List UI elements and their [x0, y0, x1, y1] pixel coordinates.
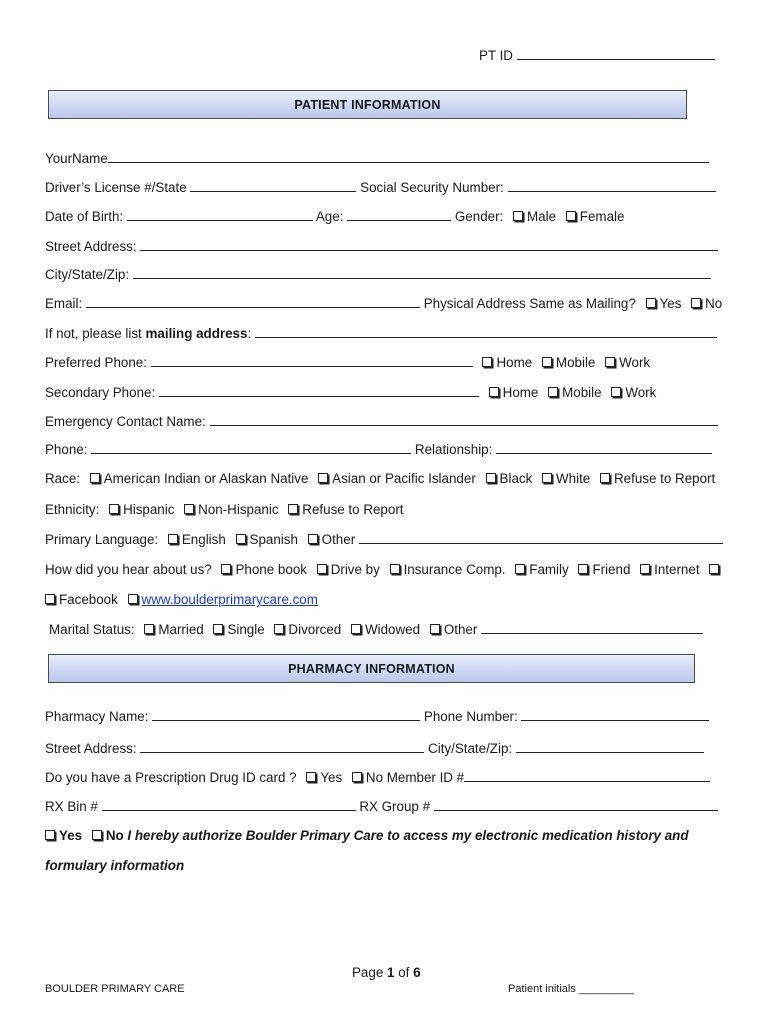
hear-option-checkbox[interactable]	[578, 564, 588, 574]
email-row	[45, 296, 722, 311]
street-label: Street Address:	[45, 239, 137, 254]
phone-label: Phone:	[45, 442, 88, 457]
drivers-license-label: Driver’s License #/State	[45, 180, 187, 195]
page-number	[352, 965, 421, 980]
language-option-checkbox[interactable]	[236, 534, 246, 544]
rx-bin-label: RX Bin #	[45, 799, 98, 814]
marital-option-checkbox[interactable]	[213, 624, 223, 634]
marital-option-label: Other	[443, 622, 478, 637]
secondary-work-checkbox[interactable]	[611, 387, 621, 397]
rx-group-field[interactable]	[434, 799, 718, 811]
gender-female-label: Female	[579, 209, 625, 224]
pharmacy-phone-label: Phone Number:	[423, 709, 518, 724]
pharmacy-street-field[interactable]	[140, 741, 424, 753]
race-option-label: American Indian or Alaskan Native	[103, 471, 309, 486]
physical-same-no-label: No	[705, 296, 723, 311]
hear-option-checkbox[interactable]	[390, 564, 400, 574]
ethnicity-option-checkbox[interactable]	[184, 504, 194, 514]
rx-group-label: RX Group #	[359, 799, 431, 814]
hear-option-checkbox[interactable]	[317, 564, 327, 574]
preferred-phone-row	[45, 355, 650, 370]
secondary-work-label: Work	[625, 385, 657, 400]
license-ssn-row	[45, 180, 716, 195]
physical-same-no-checkbox[interactable]	[691, 298, 701, 308]
member-id-field[interactable]	[464, 770, 710, 782]
email-label: Email:	[45, 296, 83, 311]
phone-relationship-row	[45, 442, 712, 457]
secondary-phone-row	[45, 385, 656, 400]
pharmacy-phone-field[interactable]	[521, 709, 709, 721]
gender-label: Gender:	[454, 209, 504, 224]
marital-option-label: Widowed	[365, 622, 421, 637]
mailing-field[interactable]	[255, 326, 717, 338]
ethnicity-option-label: Refuse to Report	[302, 502, 404, 517]
physical-same-yes-checkbox[interactable]	[646, 298, 656, 308]
physical-same-label: Physical Address Same as Mailing?	[423, 296, 636, 311]
marital-option-checkbox[interactable]	[430, 624, 440, 634]
website-link[interactable]: www.boulderprimarycare.com	[141, 592, 318, 607]
marital-option-checkbox[interactable]	[351, 624, 361, 634]
dob-label: Date of Birth:	[45, 209, 124, 224]
hear-option-label: Drive by	[330, 562, 380, 577]
marital-other-field[interactable]	[481, 622, 703, 634]
hear-option-label: Internet	[654, 562, 700, 577]
emergency-label: Emergency Contact Name:	[45, 414, 206, 429]
language-option-checkbox[interactable]	[168, 534, 178, 544]
pharmacy-address-row	[45, 741, 704, 756]
marital-option-label: Divorced	[288, 622, 342, 637]
authorization-text-2: formulary information	[45, 858, 185, 873]
language-option-label: Other	[321, 532, 356, 547]
preferred-home-checkbox[interactable]	[482, 357, 492, 367]
your-name-row	[45, 151, 709, 166]
hear-option-label: Friend	[592, 562, 631, 577]
page-total: 6	[413, 965, 421, 980]
drivers-license-field[interactable]	[190, 180, 356, 192]
marital-option-checkbox[interactable]	[144, 624, 154, 634]
race-option-label: Asian or Pacific Islander	[332, 471, 476, 486]
race-option-label: Black	[499, 471, 533, 486]
language-row	[45, 532, 723, 547]
rx-bin-row	[45, 799, 718, 814]
pharmacy-information-header	[48, 654, 695, 683]
pharmacy-name-label: Pharmacy Name:	[45, 709, 149, 724]
marital-option-label: Married	[158, 622, 204, 637]
preferred-work-checkbox[interactable]	[605, 357, 615, 367]
race-option-checkbox[interactable]	[318, 473, 328, 483]
ssn-field[interactable]	[508, 180, 716, 192]
age-label: Age:	[315, 209, 344, 224]
hear-option-checkbox[interactable]	[221, 564, 231, 574]
your-name-label: YourName	[45, 151, 108, 166]
pharmacy-city-field[interactable]	[516, 741, 704, 753]
race-option-label: Refuse to Report	[613, 471, 716, 486]
gender-female-checkbox[interactable]	[566, 211, 576, 221]
preferred-mobile-checkbox[interactable]	[542, 357, 552, 367]
secondary-home-checkbox[interactable]	[489, 387, 499, 397]
facebook-checkbox[interactable]	[45, 594, 55, 604]
street-field[interactable]	[140, 239, 718, 251]
rx-card-no-checkbox[interactable]	[352, 772, 362, 782]
mailing-prefix: If not, please list	[45, 326, 142, 341]
secondary-mobile-label: Mobile	[562, 385, 602, 400]
secondary-phone-field[interactable]	[159, 385, 479, 397]
language-option-label: English	[181, 532, 226, 547]
pharmacy-name-field[interactable]	[152, 709, 420, 721]
rx-card-yes-label: Yes	[320, 770, 343, 785]
emergency-field[interactable]	[210, 414, 718, 426]
dob-age-gender-row	[45, 209, 624, 224]
preferred-mobile-label: Mobile	[555, 355, 596, 370]
city-row	[45, 267, 711, 282]
race-row	[45, 471, 715, 486]
ethnicity-row	[45, 502, 404, 517]
preferred-phone-field[interactable]	[151, 355, 473, 367]
mailing-suffix: :	[247, 326, 252, 341]
pt-id-field[interactable]	[517, 48, 715, 60]
auth-no-label: No	[105, 828, 124, 843]
phone-field[interactable]	[91, 442, 411, 454]
mailing-bold: mailing address	[145, 326, 248, 341]
website-checkbox[interactable]	[128, 594, 138, 604]
hear-extra-checkbox[interactable]	[709, 564, 719, 574]
city-field[interactable]	[133, 267, 711, 279]
auth-yes-label: Yes	[59, 828, 83, 843]
marital-label: Marital Status:	[49, 622, 135, 637]
how-hear-label: How did you hear about us?	[45, 562, 212, 577]
race-option-label: White	[556, 471, 591, 486]
age-field[interactable]	[347, 209, 451, 221]
hear-option-checkbox[interactable]	[640, 564, 650, 574]
patient-information-title: PATIENT INFORMATION	[294, 97, 441, 112]
marital-option-label: Single	[227, 622, 265, 637]
your-name-field[interactable]	[108, 151, 709, 163]
preferred-home-label: Home	[496, 355, 533, 370]
relationship-label: Relationship:	[414, 442, 493, 457]
dob-field[interactable]	[127, 209, 313, 221]
ethnicity-option-label: Hispanic	[123, 502, 175, 517]
rx-card-row	[45, 770, 710, 785]
race-label: Race:	[45, 471, 80, 486]
pt-id-label: PT ID	[479, 48, 513, 63]
rx-card-label: Do you have a Prescription Drug ID card ?	[45, 770, 297, 785]
street-row	[45, 239, 718, 254]
hear-option-label: Phone book	[235, 562, 307, 577]
pt-id-row	[479, 48, 715, 63]
hear-option-checkbox[interactable]	[515, 564, 525, 574]
emergency-row	[45, 414, 718, 429]
how-hear-row	[45, 562, 723, 577]
page-of: of	[398, 965, 410, 980]
secondary-mobile-checkbox[interactable]	[548, 387, 558, 397]
auth-no-checkbox[interactable]	[92, 830, 102, 840]
race-option-checkbox[interactable]	[486, 473, 496, 483]
ethnicity-option-label: Non-Hispanic	[198, 502, 279, 517]
pharmacy-street-label: Street Address:	[45, 741, 137, 756]
preferred-work-label: Work	[619, 355, 651, 370]
auth-yes-checkbox[interactable]	[45, 830, 55, 840]
preferred-phone-label: Preferred Phone:	[45, 355, 147, 370]
pharmacy-information-title: PHARMACY INFORMATION	[288, 661, 455, 676]
secondary-home-label: Home	[502, 385, 539, 400]
hear-option-label: Family	[529, 562, 569, 577]
pharmacy-city-label: City/State/Zip:	[428, 741, 513, 756]
authorization-text-1: I hereby authorize Boulder Primary Care to access my electronic medication history and	[127, 828, 689, 843]
rx-card-yes-checkbox[interactable]	[306, 772, 316, 782]
city-label: City/State/Zip:	[45, 267, 130, 282]
marital-option-checkbox[interactable]	[274, 624, 284, 634]
rx-card-no-label: No Member ID #	[365, 770, 465, 785]
patient-information-header	[48, 90, 687, 119]
hear-option-label: Insurance Comp.	[403, 562, 506, 577]
pharmacy-name-row	[45, 709, 709, 724]
ethnicity-label: Ethnicity:	[45, 502, 100, 517]
rx-bin-field[interactable]	[102, 799, 356, 811]
language-option-checkbox[interactable]	[308, 534, 318, 544]
ethnicity-option-checkbox[interactable]	[109, 504, 119, 514]
race-option-checkbox[interactable]	[542, 473, 552, 483]
ethnicity-option-checkbox[interactable]	[288, 504, 298, 514]
footer-right: Patient initials _________	[508, 983, 634, 995]
race-option-checkbox[interactable]	[90, 473, 100, 483]
facebook-label: Facebook	[59, 592, 118, 607]
secondary-phone-label: Secondary Phone:	[45, 385, 156, 400]
race-option-checkbox[interactable]	[600, 473, 610, 483]
page-prefix: Page	[352, 965, 384, 980]
mailing-row	[45, 326, 717, 341]
footer-left: BOULDER PRIMARY CARE	[45, 983, 185, 995]
relationship-field[interactable]	[496, 442, 712, 454]
gender-male-label: Male	[527, 209, 557, 224]
language-option-label: Spanish	[249, 532, 298, 547]
language-other-field[interactable]	[359, 532, 723, 544]
gender-male-checkbox[interactable]	[513, 211, 523, 221]
ssn-label: Social Security Number:	[360, 180, 504, 195]
physical-same-yes-label: Yes	[659, 296, 682, 311]
language-label: Primary Language:	[45, 532, 159, 547]
page-current: 1	[387, 965, 395, 980]
authorization-row	[45, 828, 689, 843]
facebook-row	[45, 592, 318, 607]
email-field[interactable]	[86, 296, 420, 308]
marital-row	[49, 622, 703, 637]
